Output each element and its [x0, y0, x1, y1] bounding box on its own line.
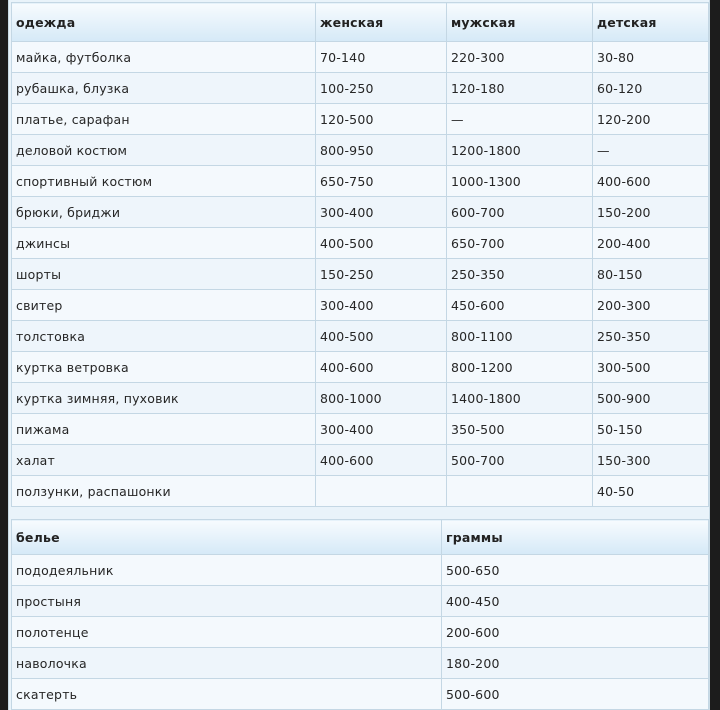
men-weight-cell: 350-500 [447, 414, 593, 445]
column-header-clothing: одежда [12, 3, 316, 42]
women-weight-cell: 800-950 [316, 135, 447, 166]
item-name-cell: куртка зимняя, пуховик [12, 383, 316, 414]
table-header-row [12, 3, 709, 42]
table-row [12, 414, 709, 445]
linen-name-cell: пододеяльник [12, 555, 442, 586]
children-weight-cell: 200-400 [593, 228, 709, 259]
clothes-weight-table [11, 2, 709, 507]
men-weight-cell: 500-700 [447, 445, 593, 476]
men-weight-cell: 600-700 [447, 197, 593, 228]
women-weight-cell: 300-400 [316, 197, 447, 228]
table-row [12, 476, 709, 507]
item-name-cell: рубашка, блузка [12, 73, 316, 104]
men-weight-cell: 450-600 [447, 290, 593, 321]
children-weight-cell: 150-300 [593, 445, 709, 476]
table-row [12, 321, 709, 352]
grams-cell: 200-600 [442, 617, 709, 648]
column-header-men: мужская [447, 3, 593, 42]
table-row [12, 73, 709, 104]
column-header-linen: белье [12, 520, 442, 555]
grams-cell: 500-650 [442, 555, 709, 586]
table-row [12, 586, 709, 617]
grams-cell: 400-450 [442, 586, 709, 617]
content-panel [8, 0, 710, 710]
children-weight-cell: 60-120 [593, 73, 709, 104]
item-name-cell: куртка ветровка [12, 352, 316, 383]
men-weight-cell: 800-1100 [447, 321, 593, 352]
item-name-cell: пижама [12, 414, 316, 445]
table-row [12, 555, 709, 586]
children-weight-cell: 120-200 [593, 104, 709, 135]
children-weight-cell: — [593, 135, 709, 166]
item-name-cell: майка, футболка [12, 42, 316, 73]
women-weight-cell: 150-250 [316, 259, 447, 290]
table-row [12, 617, 709, 648]
table-row [12, 135, 709, 166]
men-weight-cell [447, 476, 593, 507]
women-weight-cell: 400-500 [316, 321, 447, 352]
item-name-cell: джинсы [12, 228, 316, 259]
table-row [12, 445, 709, 476]
women-weight-cell: 300-400 [316, 414, 447, 445]
item-name-cell: ползунки, распашонки [12, 476, 316, 507]
children-weight-cell: 400-600 [593, 166, 709, 197]
linen-name-cell: полотенце [12, 617, 442, 648]
men-weight-cell: 1200-1800 [447, 135, 593, 166]
women-weight-cell [316, 476, 447, 507]
women-weight-cell: 300-400 [316, 290, 447, 321]
women-weight-cell: 800-1000 [316, 383, 447, 414]
table-row [12, 42, 709, 73]
table-row [12, 228, 709, 259]
men-weight-cell: 1400-1800 [447, 383, 593, 414]
column-header-grams: граммы [442, 520, 709, 555]
table-row [12, 104, 709, 135]
men-weight-cell: 800-1200 [447, 352, 593, 383]
men-weight-cell: 650-700 [447, 228, 593, 259]
children-weight-cell: 250-350 [593, 321, 709, 352]
women-weight-cell: 650-750 [316, 166, 447, 197]
table-row [12, 197, 709, 228]
children-weight-cell: 30-80 [593, 42, 709, 73]
women-weight-cell: 400-500 [316, 228, 447, 259]
item-name-cell: шорты [12, 259, 316, 290]
children-weight-cell: 80-150 [593, 259, 709, 290]
men-weight-cell: 120-180 [447, 73, 593, 104]
table-row [12, 290, 709, 321]
women-weight-cell: 70-140 [316, 42, 447, 73]
men-weight-cell: 220-300 [447, 42, 593, 73]
children-weight-cell: 40-50 [593, 476, 709, 507]
linen-name-cell: наволочка [12, 648, 442, 679]
item-name-cell: деловой костюм [12, 135, 316, 166]
men-weight-cell: — [447, 104, 593, 135]
men-weight-cell: 1000-1300 [447, 166, 593, 197]
linen-table-body [12, 555, 709, 710]
children-weight-cell: 50-150 [593, 414, 709, 445]
linen-name-cell: простыня [12, 586, 442, 617]
column-header-women: женская [316, 3, 447, 42]
grams-cell: 180-200 [442, 648, 709, 679]
table-row [12, 352, 709, 383]
table-row [12, 259, 709, 290]
item-name-cell: спортивный костюм [12, 166, 316, 197]
table-row [12, 648, 709, 679]
table-row [12, 166, 709, 197]
table-row [12, 679, 709, 710]
column-header-children: детская [593, 3, 709, 42]
table-row [12, 383, 709, 414]
men-weight-cell: 250-350 [447, 259, 593, 290]
item-name-cell: платье, сарафан [12, 104, 316, 135]
women-weight-cell: 400-600 [316, 352, 447, 383]
item-name-cell: халат [12, 445, 316, 476]
children-weight-cell: 200-300 [593, 290, 709, 321]
children-weight-cell: 300-500 [593, 352, 709, 383]
linen-weight-table [11, 519, 709, 710]
women-weight-cell: 400-600 [316, 445, 447, 476]
children-weight-cell: 150-200 [593, 197, 709, 228]
item-name-cell: брюки, бриджи [12, 197, 316, 228]
clothes-table-body [12, 42, 709, 507]
grams-cell: 500-600 [442, 679, 709, 710]
women-weight-cell: 100-250 [316, 73, 447, 104]
linen-name-cell: скатерть [12, 679, 442, 710]
item-name-cell: толстовка [12, 321, 316, 352]
women-weight-cell: 120-500 [316, 104, 447, 135]
children-weight-cell: 500-900 [593, 383, 709, 414]
item-name-cell: свитер [12, 290, 316, 321]
table-header-row [12, 520, 709, 555]
